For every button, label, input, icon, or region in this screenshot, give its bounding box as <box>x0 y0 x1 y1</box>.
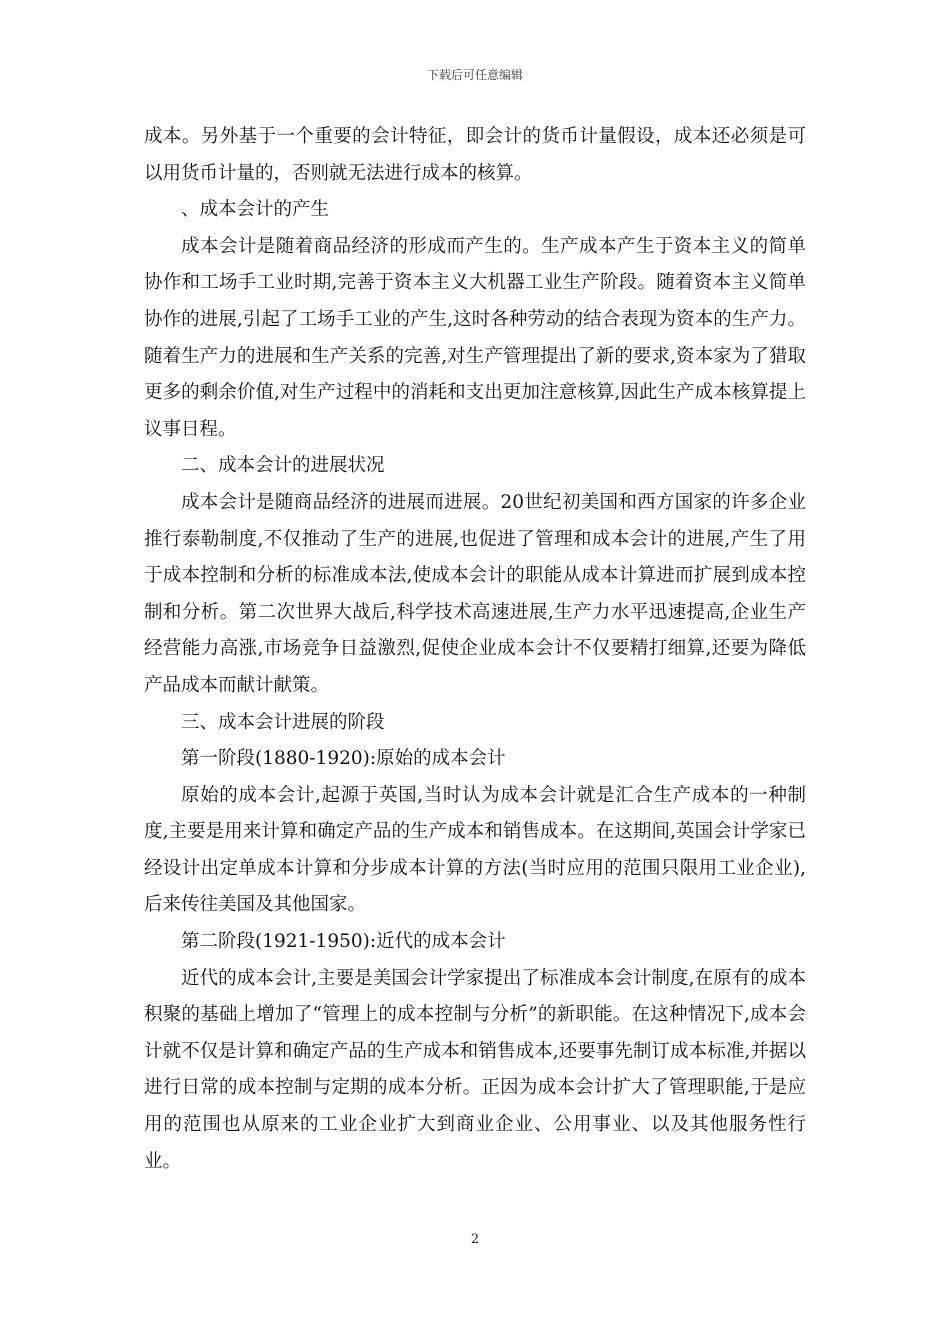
stage-two-heading: 第二阶段(1921-1950):近代的成本会计 <box>181 931 506 953</box>
document-body <box>144 119 806 1180</box>
stage-one-heading: 第一阶段(1880-1920):原始的成本会计 <box>181 748 506 770</box>
paragraph-origin: 成本会计是随着商品经济的形成而产生的。生产成本产生于资本主义的简单协作和工场手工业时期,完善于资本主义大机器工业生产阶段。随着资本主义简单协作的进展,引起了工场手工业的产生,这时各种劳动的结合表现为资本的生产力。随着生产力的进展和生产关系的完善,对生产管理提出了新的要求,资本家为了猎取更多的剩余价值,对生产过程中的消耗和支出更加注意核算,因此生产成本核算提上议事日程。 <box>144 235 806 440</box>
section-heading-origin: 、成本会计的产生 <box>181 199 330 221</box>
paragraph-continuation: 成本。另外基于一个重要的会计特征，即会计的货币计量假设，成本还必须是可以用货币计量的，否则就无法进行成本的核算。 <box>144 126 806 184</box>
paragraph-stage-one: 原始的成本会计,起源于英国,当时认为成本会计就是汇合生产成本的一种制度,主要是用来计算和确定产品的生产成本和销售成本。在这期间,英国会计学家已经设计出定单成本计算和分步成本计算的方法(当时应用的范围只限用工业企业),后来传往美国及其他国家。 <box>144 784 806 916</box>
page-number: 2 <box>470 1232 480 1247</box>
paragraph-stage-two: 近代的成本会计,主要是美国会计学家提出了标准成本会计制度,在原有的成本积聚的基础上增加了“管理上的成本控制与分析”的新职能。在这种情况下,成本会计就不仅是计算和确定产品的生产成本和销售成本,还要事先制订成本标准,并据以进行日常的成本控制与定期的成本分析。正因为成本会计扩大了管理职能,于是应用的范围也从原来的工业企业扩大到商业企业、公用事业、以及其他服务性行业。 <box>144 967 806 1172</box>
paragraph-development: 成本会计是随商品经济的进展而进展。20世纪初美国和西方国家的许多企业推行泰勒制度,不仅推动了生产的进展,也促进了管理和成本会计的进展,产生了用于成本控制和分析的标准成本法,使成本会计的职能从成本计算进而扩展到成本控制和分析。第二次世界大战后,科学技术高速进展,生产力水平迅速提高,企业生产经营能力高涨,市场竞争日益激烈,促使企业成本会计不仅要精打细算,还要为降低产品成本而献计献策。 <box>144 491 806 696</box>
section-heading-stages: 三、成本会计进展的阶段 <box>181 711 385 733</box>
page-header: 下载后可任意编辑 <box>426 68 523 82</box>
section-heading-development: 二、成本会计的进展状况 <box>181 455 385 477</box>
